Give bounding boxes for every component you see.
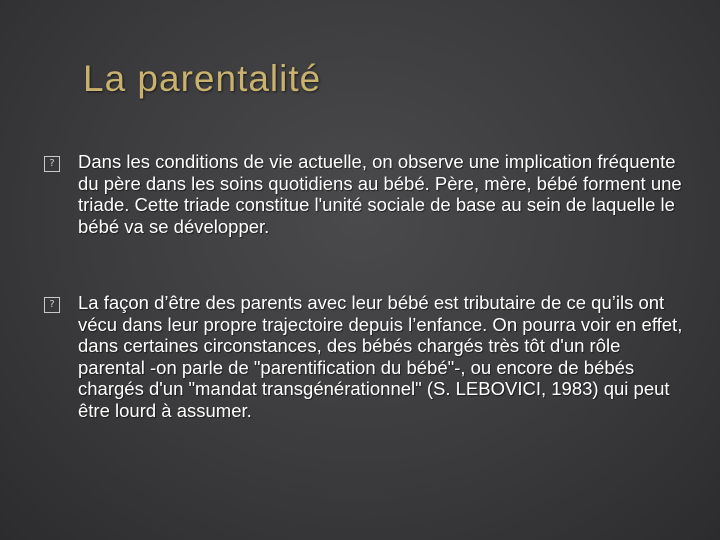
bullet-marker-icon: ?: [44, 297, 60, 313]
bullet-marker-icon: ?: [44, 156, 60, 172]
bullet-text: La façon d’être des parents avec leur bébé est tributaire de ce qu’ils ont vécu dans leur propre trajectoire depuis l’enfance. On pourra voir en effet, dans certaines circonstances, des bébés chargés très tôt d'un rôle parental -on parle de "parentification du bébé"-, ou encore de bébés chargés d'un "mandat transgénérationnel" (S. LEBOVICI, 1983) qui peut être lourd à assumer.: [78, 292, 683, 421]
bullet-text: Dans les conditions de vie actuelle, on observe une implication fréquente du père dans les soins quotidiens au bébé. Père, mère, bébé forment une triade. Cette triade constitue l'unité sociale de base au sein de laquelle le bébé va se développer.: [78, 151, 682, 237]
slide-title: La parentalité: [83, 58, 322, 99]
